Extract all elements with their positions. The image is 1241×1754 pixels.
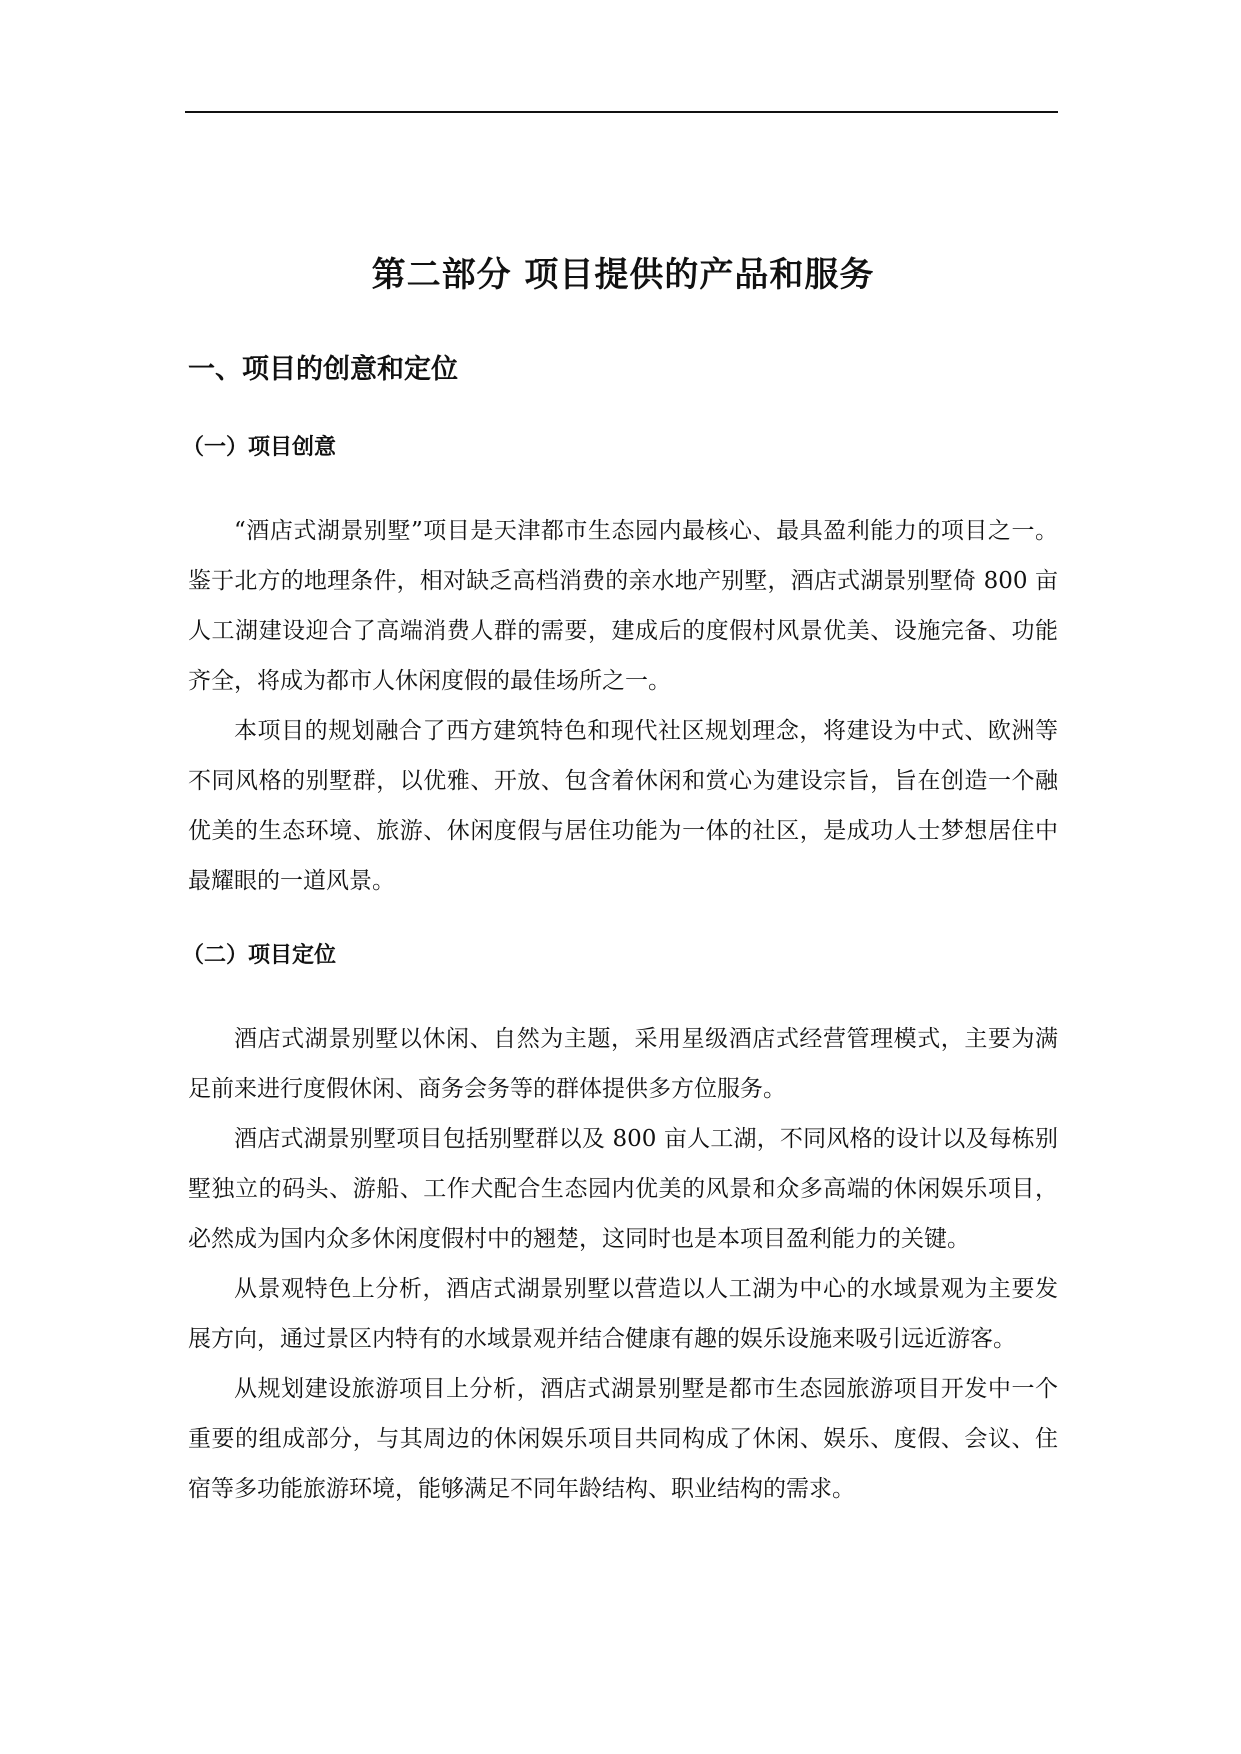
paragraph: 从景观特色上分析，酒店式湖景别墅以营造以人工湖为中心的水域景观为主要发展方向，通过景区内特有的水域景观并结合健康有趣的娱乐设施来吸引远近游客。 bbox=[188, 1276, 1058, 1352]
part-title: 第二部分 项目提供的产品和服务 bbox=[371, 255, 875, 295]
section-title: 一、项目的创意和定位 bbox=[188, 354, 458, 385]
paragraph: 本项目的规划融合了西方建筑特色和现代社区规划理念，将建设为中式、欧洲等不同风格的别墅群，以优雅、开放、包含着休闲和赏心为建设宗旨，旨在创造一个融优美的生态环境、旅游、休闲度假与居住功能为一体的社区，是成功人士梦想居住中最耀眼的一道风景。 bbox=[188, 718, 1058, 894]
paragraph: “酒店式湖景别墅”项目是天津都市生态园内最核心、最具盈利能力的项目之一。鉴于北方的地理条件，相对缺乏高档消费的亲水地产别墅，酒店式湖景别墅倚 800 亩人工湖建设迎合了高端消费人群的需要，建成后的度假村风景优美、设施完备、功能齐全，将成为都市人休闲度假的最佳场所之一。 bbox=[188, 518, 1058, 694]
paragraph: 酒店式湖景别墅项目包括别墅群以及 800 亩人工湖，不同风格的设计以及每栋别墅独立的码头、游船、工作犬配合生态园内优美的风景和众多高端的休闲娱乐项目，必然成为国内众多休闲度假村中的翘楚，这同时也是本项目盈利能力的关键。 bbox=[188, 1126, 1058, 1252]
positioning-paragraphs bbox=[188, 1014, 1058, 1514]
creative-paragraphs bbox=[188, 506, 1058, 906]
paragraph: 酒店式湖景别墅以休闲、自然为主题，采用星级酒店式经营管理模式，主要为满足前来进行度假休闲、商务会务等的群体提供多方位服务。 bbox=[188, 1026, 1058, 1102]
header-rule bbox=[185, 111, 1058, 113]
subsection-title-positioning: （二）项目定位 bbox=[182, 943, 337, 968]
subsection-title-creative: （一）项目创意 bbox=[182, 435, 337, 460]
page-content bbox=[182, 250, 1058, 1514]
paragraph: 从规划建设旅游项目上分析，酒店式湖景别墅是都市生态园旅游项目开发中一个重要的组成部分，与其周边的休闲娱乐项目共同构成了休闲、娱乐、度假、会议、住宿等多功能旅游环境，能够满足不同年龄结构、职业结构的需求。 bbox=[188, 1376, 1058, 1502]
